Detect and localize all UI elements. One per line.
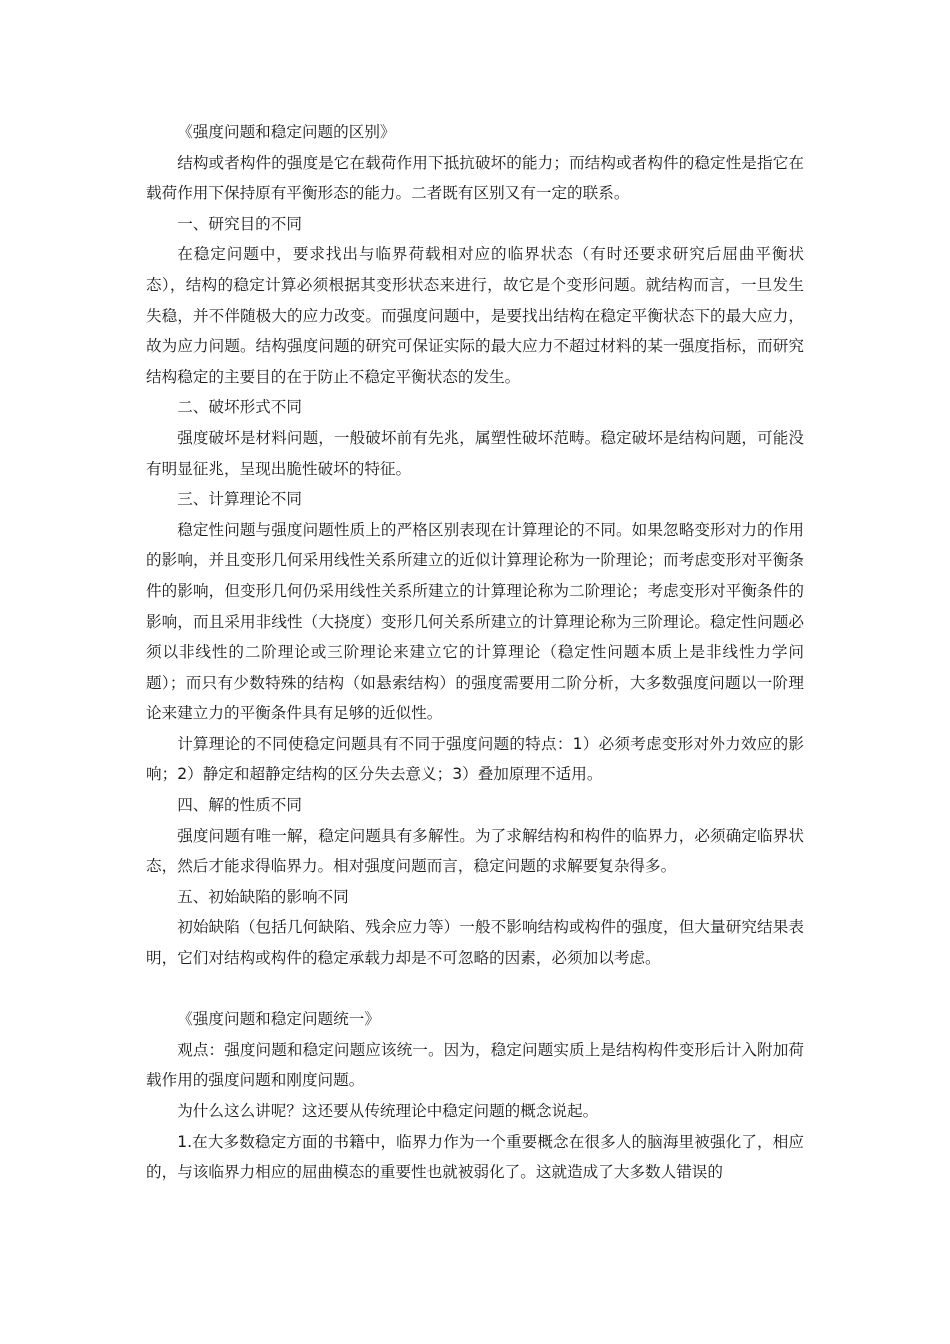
heading-initial-defects: 五、初始缺陷的影响不同 [177,887,349,906]
heading-failure-form: 二、破坏形式不同 [177,398,302,417]
paragraph-solution-nature: 强度问题有唯一解，稳定问题具有多解性。为了求解结构和构件的临界力，必须确定临界状态，然后才能求得临界力。相对强度问题而言，稳定问题的求解要复杂得多。 [146,826,804,876]
paragraph-failure-form: 强度破坏是材料问题，一般破坏前有先兆，属塑性破坏范畴。稳定破坏是结构问题，可能没有明显征兆，呈现出脆性破坏的特征。 [146,428,804,478]
section1-intro: 结构或者构件的强度是它在载荷作用下抵抗破坏的能力；而结构或者构件的稳定性是指它在载荷作用下保持原有平衡形态的能力。二者既有区别又有一定的联系。 [146,153,804,203]
heading-calculation-theory: 三、计算理论不同 [177,490,302,509]
paragraph-point-1: 1.在大多数稳定方面的书籍中，临界力作为一个重要概念在很多人的脑海里被强化了，相应的，与该临界力相应的屈曲模态的重要性也就被弱化了。这就造成了大多数人错误的 [146,1132,804,1182]
section1-title: 《强度问题和稳定问题的区别》 [177,123,396,141]
paragraph-initial-defects: 初始缺陷（包括几何缺陷、残余应力等）一般不影响结构或构件的强度，但大量研究结果表明，它们对结构或构件的稳定承载力却是不可忽略的因素，必须加以考虑。 [146,918,804,968]
paragraph-calculation-features: 计算理论的不同使稳定问题具有不同于强度问题的特点：1）必须考虑变形对外力效应的影响；2）静定和超静定结构的区分失去意义；3）叠加原理不适用。 [146,734,804,784]
document-page [146,117,804,1188]
section2-title: 《强度问题和稳定问题统一》 [177,1010,380,1029]
paragraph-viewpoint: 观点：强度问题和稳定问题应该统一。因为，稳定问题实质上是结构构件变形后计入附加荷载作用的强度问题和刚度问题。 [146,1040,804,1090]
heading-solution-nature: 四、解的性质不同 [177,796,302,815]
paragraph-why: 为什么这么讲呢？这还要从传统理论中稳定问题的概念说起。 [177,1102,599,1120]
paragraph-research-purpose: 在稳定问题中，要求找出与临界荷载相对应的临界状态（有时还要求研究后屈曲平衡状态），结构的稳定计算必须根据其变形状态来进行，故它是个变形问题。就结构而言，一旦发生失稳，并不伴随极大的应力改变。而强度问题中，是要找出结构在稳定平衡状态下的最大应力，故为应力问题。结构强度问题的研究可保证实际的最大应力不超过材料的某一强度指标，而研究结构稳定的主要目的在于防止不稳定平衡状态的发生。 [146,245,804,386]
heading-research-purpose: 一、研究目的不同 [177,214,302,233]
paragraph-calculation-theory: 稳定性问题与强度问题性质上的严格区别表现在计算理论的不同。如果忽略变形对力的作用的影响，并且变形几何采用线性关系所建立的近似计算理论称为一阶理论；而考虑变形对平衡条件的影响，但变形几何仍采用线性关系所建立的计算理论称为二阶理论；考虑变形对平衡条件的影响，而且采用非线性（大挠度）变形几何关系所建立的计算理论称为三阶理论。稳定性问题必须以非线性的二阶理论或三阶理论来建立它的计算理论（稳定性问题本质上是非线性力学问题）；而只有少数特殊的结构（如悬索结构）的强度需要用二阶分析，大多数强度问题以一阶理论来建立力的平衡条件具有足够的近似性。 [146,520,804,723]
